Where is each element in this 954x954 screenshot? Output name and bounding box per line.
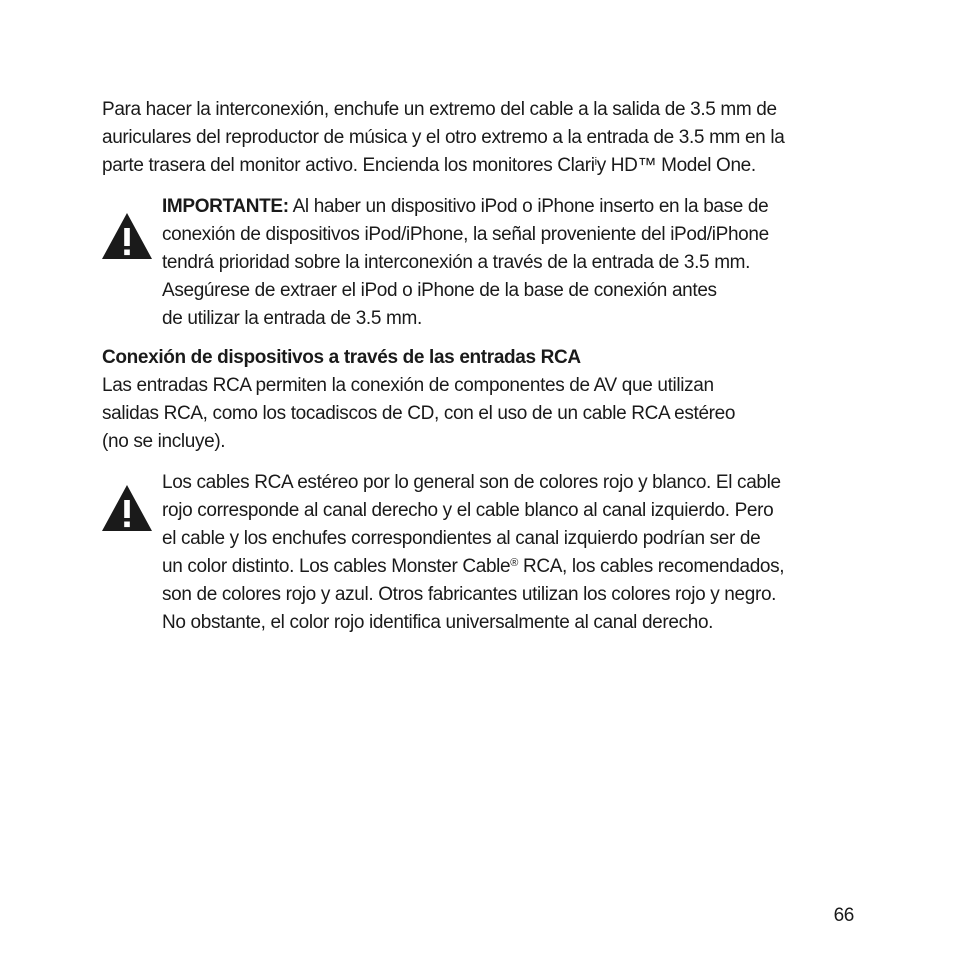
trademark-superscript: i [594, 156, 597, 168]
rca-paragraph [102, 372, 735, 456]
intro-line-3-end: y HD™ Model One. [596, 155, 756, 176]
rca-note-line-1: Los cables RCA estéreo por lo general son de colores rojo y blanco. El cable [162, 472, 781, 493]
rca-note-line-4-start: un color distinto. Los cables Monster Cable [162, 556, 511, 577]
warning-icon [101, 212, 153, 260]
page-number: 66 [833, 905, 854, 926]
rca-line-1: Las entradas RCA permiten la conexión de componentes de AV que utilizan [102, 375, 714, 396]
important-label: IMPORTANTE: [162, 196, 289, 217]
important-note-line-2: conexión de dispositivos iPod/iPhone, la señal proveniente del iPod/iPhone [162, 224, 769, 245]
intro-paragraph [102, 96, 784, 180]
important-note-line-5: de utilizar la entrada de 3.5 mm. [162, 308, 422, 329]
important-note-line-4: Asegúrese de extraer el iPod o iPhone de la base de conexión antes [162, 280, 717, 301]
registered-superscript: ® [510, 557, 519, 569]
intro-line-2: auriculares del reproductor de música y el otro extremo a la entrada de 3.5 mm en la [102, 127, 785, 148]
important-note-line-1 [162, 193, 769, 221]
rca-line-3: (no se incluye). [102, 431, 226, 452]
rca-note-line-6: No obstante, el color rojo identifica universalmente al canal derecho. [162, 612, 714, 633]
intro-line-3-start: parte trasera del monitor activo. Encienda los monitores Clari [102, 155, 595, 176]
rca-note-line-2: rojo corresponde al canal derecho y el cable blanco al canal izquierdo. Pero [162, 500, 774, 521]
section-heading-rca: Conexión de dispositivos a través de las entradas RCA [102, 347, 581, 368]
important-note-line-3: tendrá prioridad sobre la interconexión a través de la entrada de 3.5 mm. [162, 252, 751, 273]
rca-line-2: salidas RCA, como los tocadiscos de CD, con el uso de un cable RCA estéreo [102, 403, 736, 424]
warning-icon [101, 484, 153, 532]
intro-line-1: Para hacer la interconexión, enchufe un extremo del cable a la salida de 3.5 mm de [102, 99, 777, 120]
important-note-line-1-rest: Al haber un dispositivo iPod o iPhone inserto en la base de [288, 196, 769, 217]
intro-line-3 [102, 152, 784, 180]
rca-note-line-4 [162, 553, 784, 581]
rca-note-line-4-end: RCA, los cables recomendados, [518, 556, 785, 577]
important-note [162, 193, 769, 333]
rca-note-line-5: son de colores rojo y azul. Otros fabricantes utilizan los colores rojo y negro. [162, 584, 777, 605]
rca-note-line-3: el cable y los enchufes correspondientes al canal izquierdo podrían ser de [162, 528, 761, 549]
rca-cable-note [162, 469, 784, 637]
